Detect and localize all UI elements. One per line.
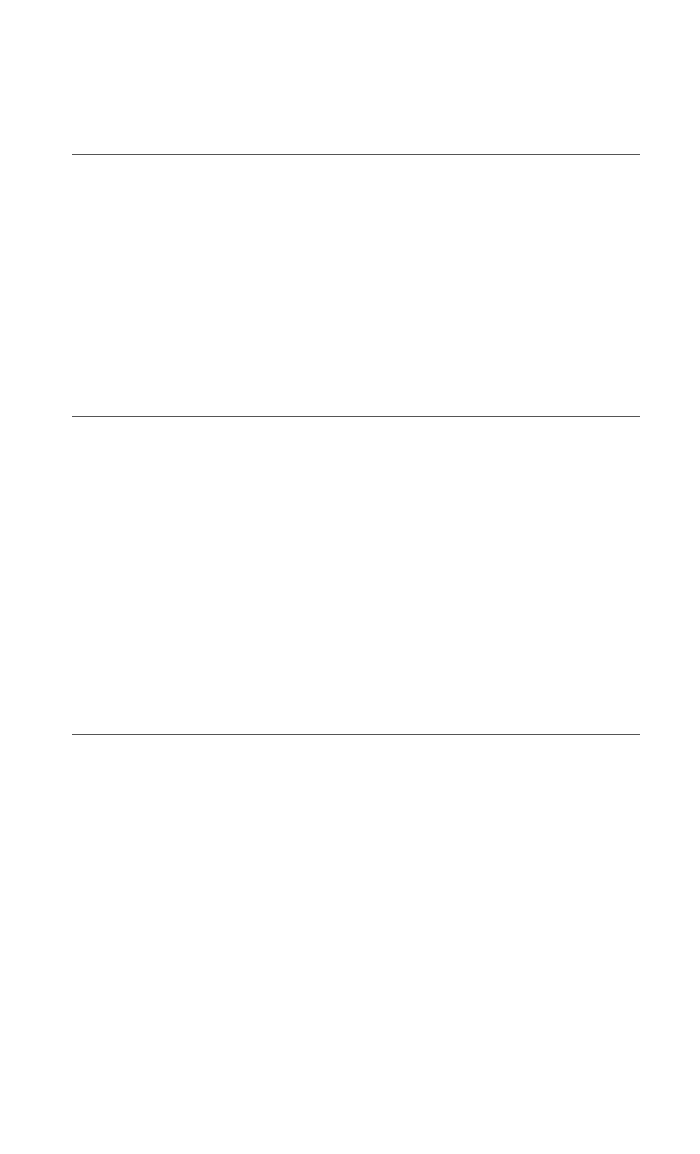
table-c5-top-rule [72, 734, 640, 735]
table-c3-top-rule [72, 154, 640, 155]
table-c4-top-rule [72, 416, 640, 417]
